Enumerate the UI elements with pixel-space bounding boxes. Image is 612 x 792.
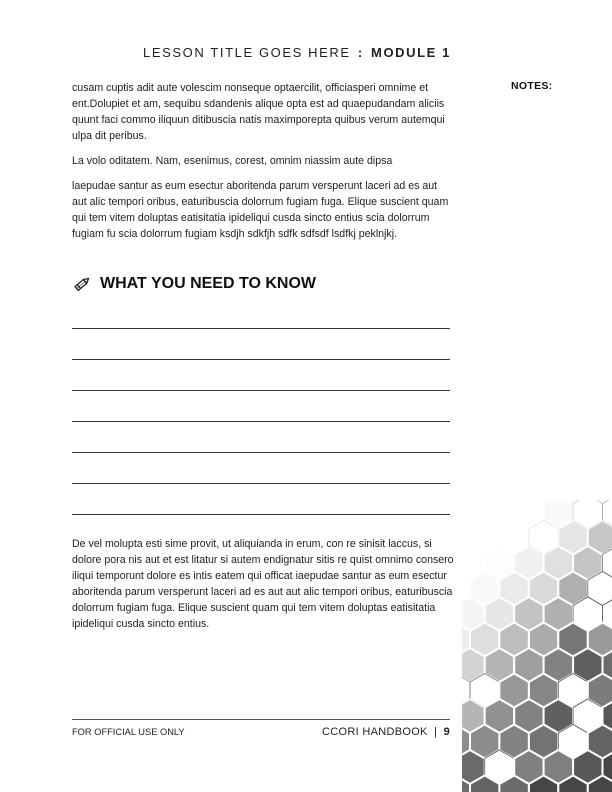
body-paragraph-1: cusam cuptis adit aute volescim nonseque optaercilit, officiasperi omnime et ent.Dolupiet et am, sequibu sdandenis alique opta est ad quaepudandam aliciis quunt faci commo iliquun ditibuscia natis maximporepta quibus verum autemqui ulpa dit peribus.: [72, 82, 445, 142]
footer-handbook: [250, 726, 450, 738]
writing-line: [72, 390, 450, 391]
writing-line: [72, 514, 450, 515]
header-separator: :: [357, 45, 364, 60]
section-title: WHAT YOU NEED TO KNOW: [100, 275, 316, 292]
writing-line: [72, 328, 450, 329]
writing-line: [72, 483, 450, 484]
writing-line: [72, 359, 450, 360]
writing-line: [72, 452, 450, 453]
notes-label: NOTES:: [511, 80, 553, 92]
footer-classification: FOR OFFICIAL USE ONLY: [72, 727, 185, 737]
section-heading: [72, 274, 316, 294]
handbook-title: CCORI HANDBOOK: [322, 726, 428, 738]
hexagon-pattern: [462, 500, 612, 792]
footer-separator: |: [434, 726, 438, 738]
writing-line: [72, 421, 450, 422]
body-paragraph-4: De vel molupta esti sime provit, ut aliquianda in erum, con re sinisit laccus, si dolore pora nis aut et est litatur si autem endignatur sitis re quist omnimo consero iliqui temporunt dolore es intis eatem qui officat iaepudae santur as eum esectur aboritenda parum versperunt laceri ad es aut aut alic tempori oribus, eaturibuscia dolorrum fugiam fuga. Elique suscient quam qui tem vitem doluptas eatisitatia ipideliqui cusda sincto entius.: [72, 538, 454, 630]
footer-divider: [72, 719, 450, 720]
page-number: 9: [443, 726, 450, 738]
body-paragraph-3: laepudae santur as eum esectur aboritenda parum versperunt laceri ad es aut aut alic tempori oribus, eaturibuscia dolorrum fugiam fuga. Elique suscient quam qui tem vitem doluptas eatisitatia ipideliqui cusda sincto entius scia dolorrum fugiam fu scia dolorrum fugiam ksdjh sdkfjh sdfk sdfsdf lsdfkj peklnjkj.: [72, 180, 449, 240]
pencil-icon: [72, 274, 92, 294]
writing-lines: [72, 328, 450, 545]
lesson-title: LESSON TITLE GOES HERE: [143, 45, 351, 60]
module-label: MODULE 1: [371, 45, 451, 60]
body-paragraph-2: La volo oditatem. Nam, esenimus, corest, omnim niassim aute dipsa: [72, 155, 393, 167]
page-header: [0, 45, 451, 60]
